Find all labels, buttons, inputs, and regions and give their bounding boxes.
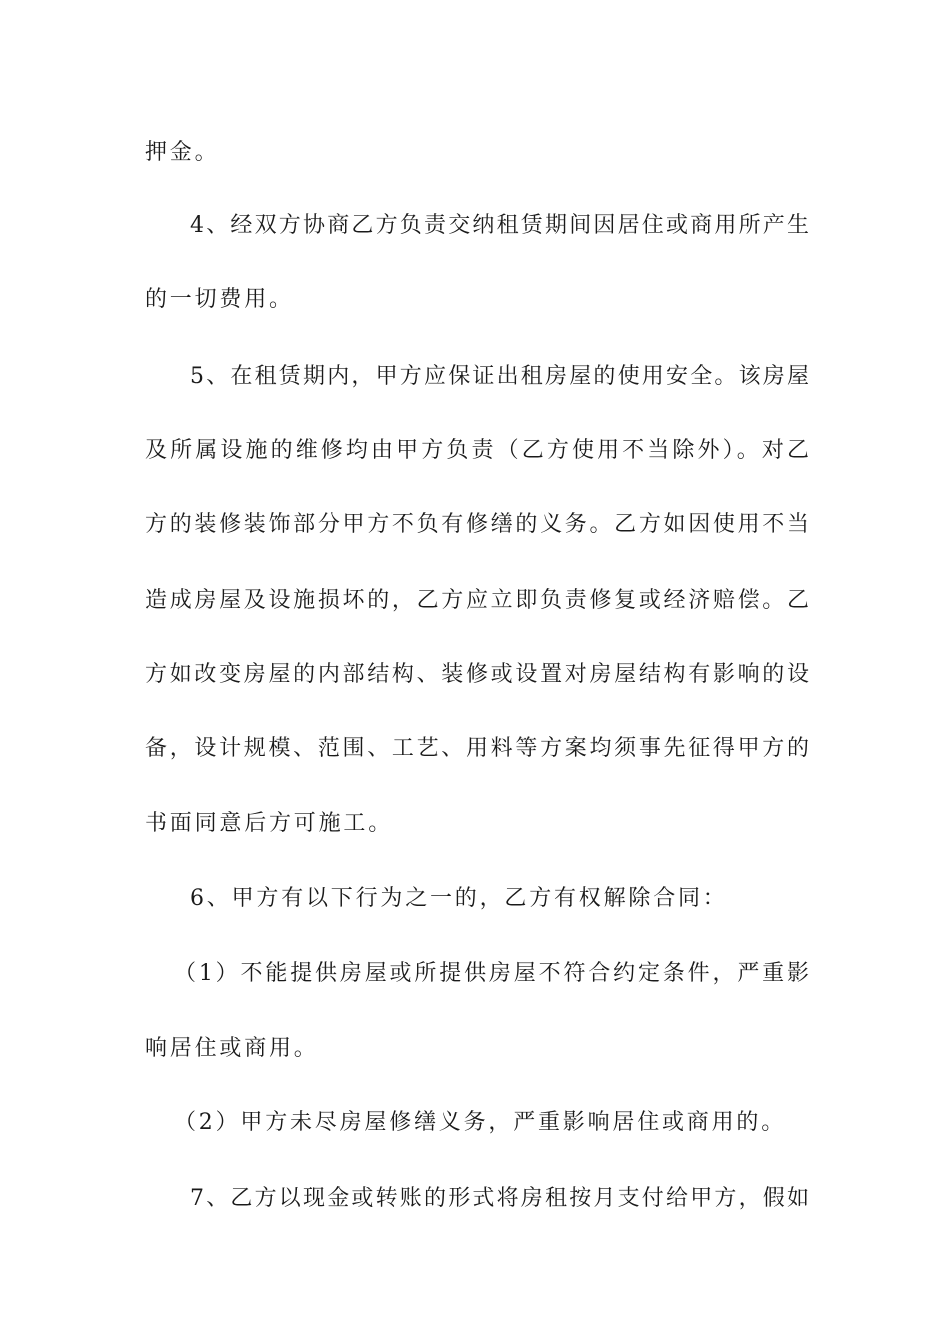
text-line: 4、经双方协商乙方负责交纳租赁期间因居住或商用所产生 xyxy=(190,213,809,238)
text-line: （1）不能提供房屋或所提供房屋不符合约定条件，严重影 xyxy=(174,961,809,986)
text-line: 5、在租赁期内，甲方应保证出租房屋的使用安全。该房屋 xyxy=(190,364,809,389)
text-line: 方如改变房屋的内部结构、装修或设置对房屋结构有影响的设 xyxy=(145,662,809,687)
text-line: 书面同意后方可施工。 xyxy=(145,811,394,836)
text-line: 6、甲方有以下行为之一的，乙方有权解除合同： xyxy=(190,886,728,911)
text-line: 方的装修装饰部分甲方不负有修缮的义务。乙方如因使用不当 xyxy=(145,512,809,537)
text-line: 响居住或商用。 xyxy=(145,1036,319,1061)
text-line: 押金。 xyxy=(145,140,220,165)
text-line: 的一切费用。 xyxy=(145,287,294,312)
text-line: 及所属设施的维修均由甲方负责（乙方使用不当除外）。对乙 xyxy=(145,438,809,463)
text-line: 7、乙方以现金或转账的形式将房租按月支付给甲方，假如 xyxy=(190,1186,809,1211)
text-line: 备，设计规模、范围、工艺、用料等方案均须事先征得甲方的 xyxy=(145,736,809,761)
text-line: （2）甲方未尽房屋修缮义务，严重影响居住或商用的。 xyxy=(174,1110,786,1135)
text-line: 造成房屋及设施损坏的，乙方应立即负责修复或经济赔偿。乙 xyxy=(145,588,809,613)
